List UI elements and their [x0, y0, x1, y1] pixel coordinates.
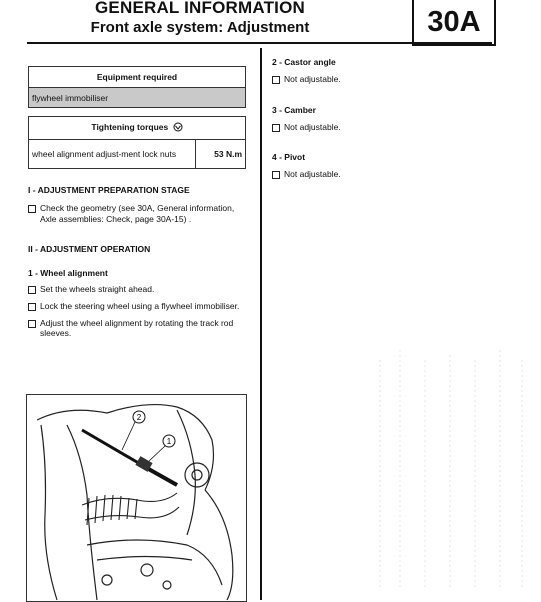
suspension-figure [26, 394, 247, 602]
castor-note: Not adjustable. [284, 74, 341, 84]
castor-block [272, 57, 472, 85]
stage2-heading: II - ADJUSTMENT OPERATION [28, 244, 151, 255]
camber-block [272, 105, 472, 133]
camber-note: Not adjustable. [284, 121, 341, 132]
list-item [272, 122, 472, 133]
checkbox-bullet-icon [28, 303, 36, 311]
checkbox-bullet-icon [272, 76, 280, 84]
torque-heading: Tightening torques [91, 122, 169, 132]
pivot-heading: 4 - Pivot [272, 152, 306, 163]
list-item [272, 74, 472, 85]
torque-heading-cell [29, 117, 246, 140]
figure-callout-1: 1 [166, 437, 172, 446]
header-rule [27, 42, 492, 44]
equipment-table [28, 66, 246, 108]
castor-heading: 2 - Castor angle [272, 57, 336, 67]
section-badge: 30A [412, 0, 496, 46]
checkbox-bullet-icon [28, 320, 36, 328]
list-item [28, 301, 246, 312]
equipment-item: flywheel immobiliser [29, 88, 246, 108]
steering-rack-illustration [27, 395, 246, 601]
stage2-item-2: Adjust the wheel alignment by rotating the track rod sleeves. [40, 317, 234, 339]
torque-value: 53 N.m [196, 140, 246, 169]
stage2-item-1: Lock the steering wheel using a flywheel immobiliser. [40, 300, 240, 311]
pivot-note: Not adjustable. [284, 169, 341, 180]
checkbox-bullet-icon [272, 124, 280, 132]
torque-wrench-icon [173, 122, 183, 134]
stage2-item-0: Set the wheels straight ahead. [40, 284, 155, 295]
list-item [272, 169, 472, 180]
equipment-heading: Equipment required [29, 67, 246, 88]
torque-label: wheel alignment adjust-ment lock nuts [29, 140, 196, 169]
faint-watermark-lines [260, 340, 541, 600]
checkbox-bullet-icon [28, 205, 36, 213]
wheel-alignment-heading: 1 - Wheel alignment [28, 268, 108, 279]
pivot-block [272, 152, 472, 180]
stage1-item-0: Check the geometry (see 30A, General information, Axle assemblies: Check, page 30A-15) . [40, 203, 235, 224]
header-subtitle: Front axle system: Adjustment [90, 19, 310, 36]
left-column [28, 66, 246, 345]
checkbox-bullet-icon [272, 171, 280, 179]
stage1-heading: I - ADJUSTMENT PREPARATION STAGE [28, 185, 190, 195]
header-title: GENERAL INFORMATION [95, 0, 305, 17]
list-item [28, 203, 246, 224]
list-item [28, 284, 246, 295]
list-item [28, 318, 246, 339]
figure-callout-2: 2 [136, 413, 142, 422]
camber-heading: 3 - Camber [272, 104, 316, 115]
checkbox-bullet-icon [28, 286, 36, 294]
torque-table [28, 116, 246, 169]
right-column [272, 57, 472, 200]
torque-row [29, 140, 246, 169]
